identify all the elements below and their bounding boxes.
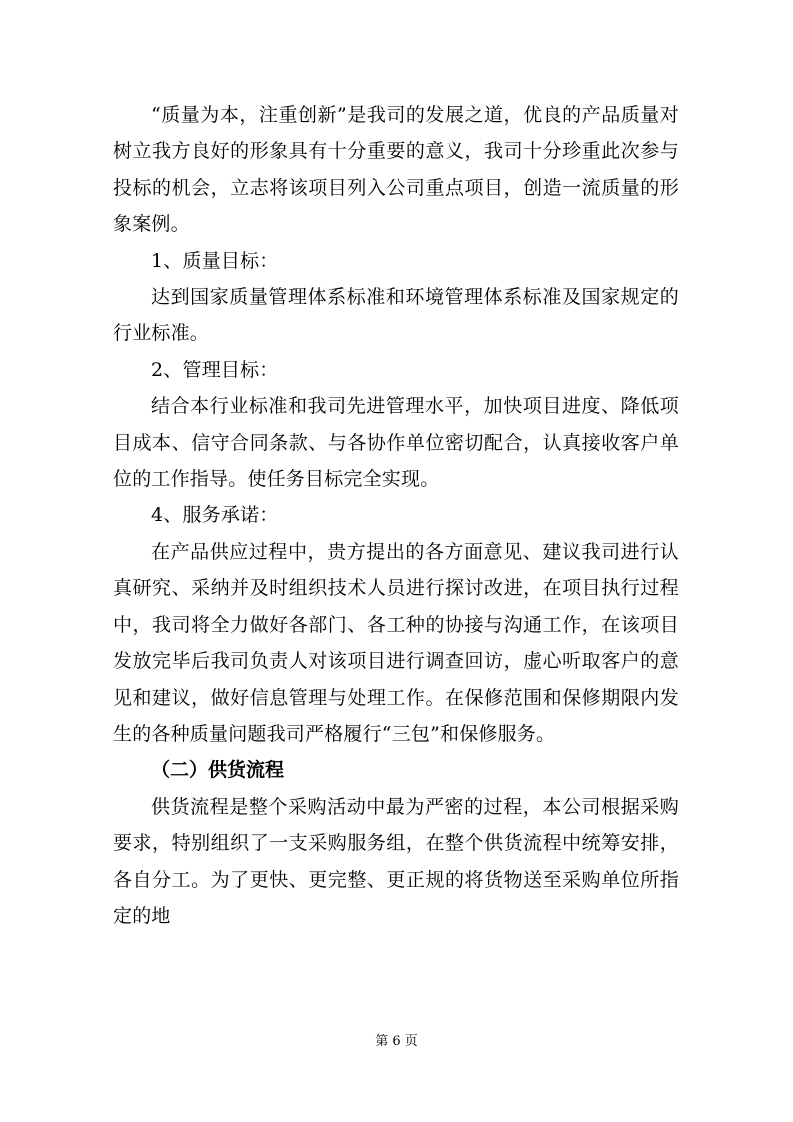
management-goal-heading: 2、管理目标： <box>151 358 279 381</box>
intro-paragraph: “质量为本，注重创新”是我司的发展之道，优良的产品质量对树立我方良好的形象具有十分重要的意义，我司十分珍重此次参与投标的机会，立志将该项目列入公司重点项目，创造一流质量的形象案例。 <box>113 104 679 236</box>
service-commitment-text: 在产品供应过程中，贵方提出的各方面意见、建议我司进行认真研究、采纳并及时组织技术人员进行探讨改进，在项目执行过程中，我司将全力做好各部门、各工种的协接与沟通工作，在该项目发放完毕后我司负责人对该项目进行调查回访，虚心听取客户的意见和建议，做好信息管理与处理工作。在保修范围和保修期限内发生的各种质量问题我司严格履行“三包”和保修服务。 <box>113 540 679 745</box>
management-goal-text: 结合本行业标准和我司先进管理水平，加快项目进度、降低项目成本、信守合同条款、与各协作单位密切配合，认真接收客户单位的工作指导。使任务目标完全实现。 <box>113 395 679 491</box>
quality-goal-heading: 1、质量目标： <box>151 249 279 272</box>
quality-goal-text: 达到国家质量管理体系标准和环境管理体系标准及国家规定的行业标准。 <box>113 286 679 345</box>
page-number: 第 6 页 <box>375 1034 418 1049</box>
document-body <box>113 97 679 934</box>
service-commitment-heading: 4、服务承诺： <box>151 504 279 527</box>
section-heading: （二）供货流程 <box>151 759 285 782</box>
supply-process-text: 供货流程是整个采购活动中最为严密的过程，本公司根据采购要求，特别组织了一支采购服务组，在整个供货流程中统筹安排，各自分工。为了更快、更完整、更正规的将货物送至采购单位所指定的地 <box>113 795 679 927</box>
